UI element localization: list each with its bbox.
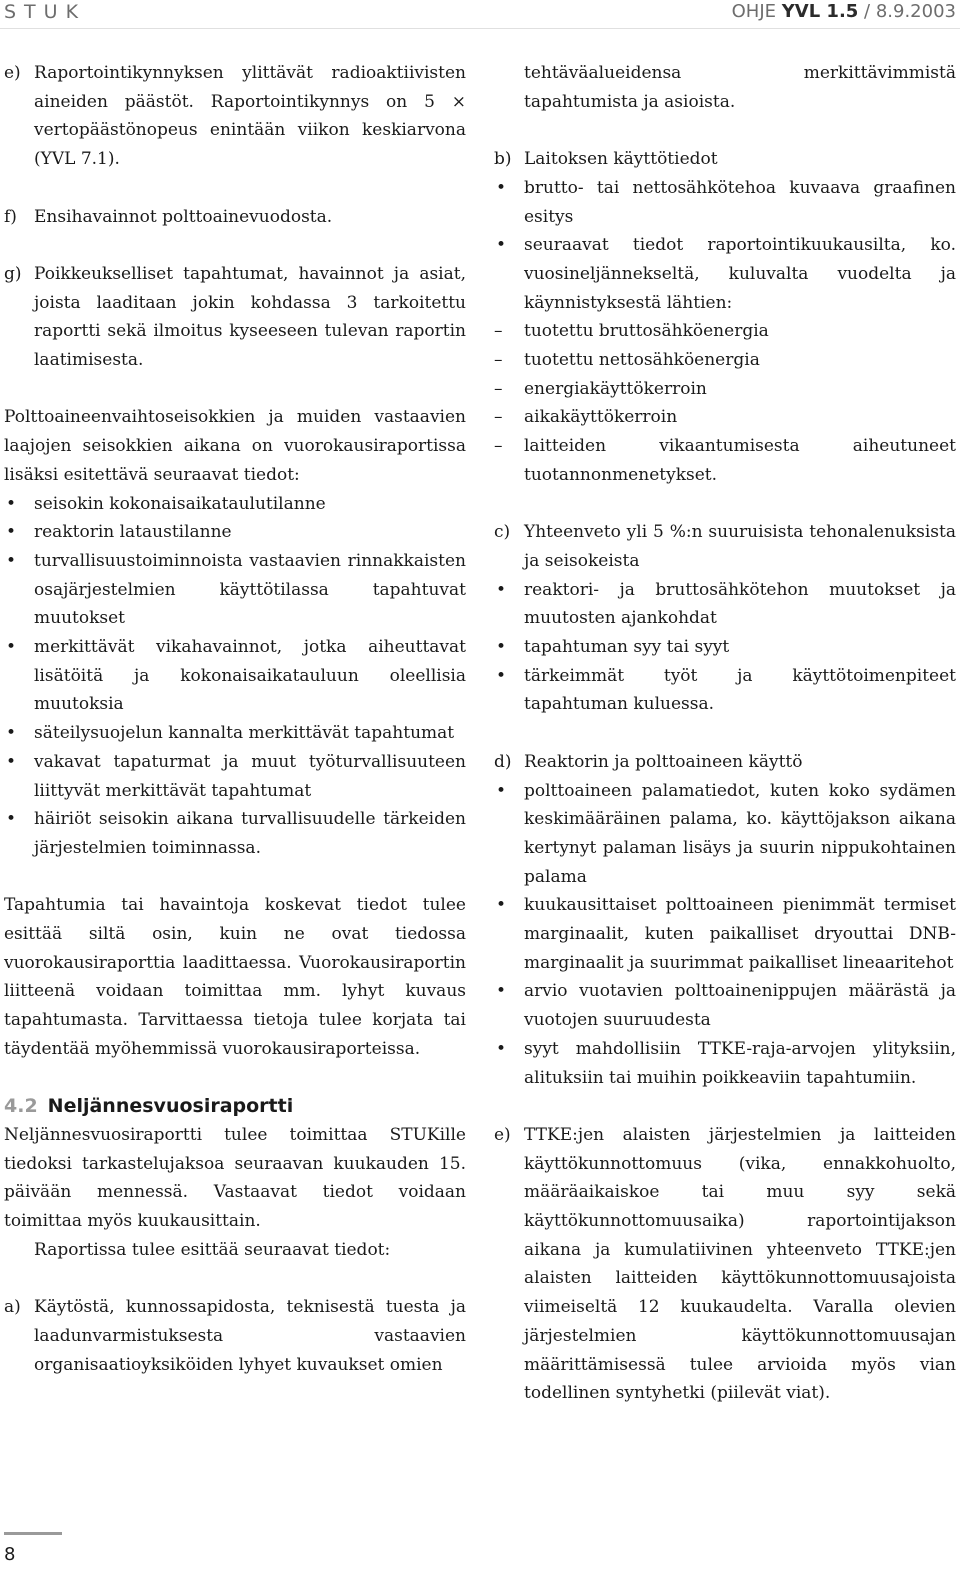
bullet-text: arvio vuotavien polttoainenippujen määrästä ja vuotojen suuruudesta	[524, 981, 956, 1031]
bullet-text: polttoaineen palamatiedot, kuten koko sydämen keskimääräinen palama, ko. käyttöjakson aikana kertynyt palaman lisäys ja suurin nippukohtainen palama	[524, 780, 956, 887]
list-label: b)	[494, 149, 512, 170]
list-title: Reaktorin ja polttoaineen käyttö	[524, 751, 803, 772]
bullet-text: brutto- tai nettosähkötehoa kuvaava graafinen esitys	[524, 177, 956, 227]
bullet-icon: •	[496, 637, 507, 658]
quarterly-paragraph: Neljännesvuosiraportti tulee toimittaa STUKille tiedoksi tarkastelujaksoa seuraavan kuukauden 15. päivään mennessä. Vastaavat tiedot voidaan toimittaa myös kuukausittain.	[4, 1124, 466, 1232]
bullet-text: tärkeimmät työt ja käyttötoimenpiteet tapahtuman kuluessa.	[524, 665, 956, 715]
bullet-item	[494, 231, 956, 317]
bullet-icon: •	[496, 235, 507, 256]
bullet-icon: •	[6, 493, 17, 514]
bullet-item	[4, 547, 466, 633]
bullet-text: syyt mahdollisiin TTKE-raja-arvojen ylityksiin, alituksiin tai muihin poikkeaviin tapahtumiin.	[524, 1038, 956, 1088]
list-label: e)	[4, 63, 21, 83]
bullet-icon: •	[496, 177, 507, 198]
dash-text: energiakäyttökerroin	[524, 378, 707, 399]
guide-prefix: OHJE	[731, 1, 782, 22]
bullet-text: merkittävät vikahavainnot, jotka aiheuttavat lisätöitä ja kokonaisaikatauluun oleellisia muutoksia	[34, 637, 466, 715]
list-item-a-continued	[494, 59, 956, 116]
list-label: g)	[4, 263, 22, 284]
dash-icon: –	[494, 407, 503, 428]
bullet-icon: •	[6, 522, 17, 543]
outage-paragraph: Polttoaineenvaihtoseisokkien ja muiden vastaavien laajojen seisokkien aikana on vuorokausiraportissa lisäksi esitettävä seuraavat tiedot:	[4, 407, 466, 485]
right-column	[494, 59, 956, 1408]
bullet-item	[4, 748, 466, 805]
list-text: TTKE:jen alaisten järjestelmien ja laitteiden käyttökunnottomuus (vika, ennakkohuolto, määräaikaiskoe tai muu syy sekä käyttökunnottomuusaika) raportointijakson aikana ja kumulatiivinen yhteenveto TTKE:jen alaisten laitteiden käyttökunnottomuusajoista viimeiseltä 12 kuukaudelta. Varalla olevien järjestelmien käyttökunnottomuusajan määrittämisessä tulee arvioida myös vian todellinen syntyhetki (piilevät viat).	[524, 1124, 956, 1404]
section-title: Neljännesvuosiraportti	[47, 1095, 294, 1118]
bullet-item	[4, 805, 466, 862]
bullet-text: reaktorin lataustilanne	[34, 522, 232, 543]
list-label: f)	[4, 206, 17, 227]
bullet-item	[494, 891, 956, 977]
bullet-text: tapahtuman syy tai syyt	[524, 637, 730, 658]
bullet-text: seisokin kokonaisaikataulutilanne	[34, 493, 326, 514]
bullet-item	[494, 1035, 956, 1092]
bullet-text: reaktori- ja bruttosähkötehon muutokset ja muutosten ajankohdat	[524, 579, 956, 629]
section-heading	[4, 1092, 466, 1121]
report-intro-paragraph: Raportissa tulee esittää seuraavat tiedot:	[34, 1239, 391, 1260]
dash-icon: –	[494, 378, 503, 399]
list-text: tehtäväalueidensa merkittävimmistä tapahtumista ja asioista.	[524, 63, 956, 112]
guide-reference	[732, 0, 956, 24]
list-text: Ensihavainnot polttoainevuodosta.	[34, 206, 333, 227]
list-text: Raportointikynnyksen ylittävät radioaktiivisten aineiden päästöt. Raportointikynnys on 5 × vertopäästönopeus enintään viikon keskiarvona (YVL 7.1).	[34, 63, 466, 170]
list-item-g	[4, 260, 466, 375]
list-item-c	[494, 518, 956, 575]
guide-date: / 8.9.2003	[858, 1, 956, 22]
bullet-item	[494, 174, 956, 231]
bullet-icon: •	[6, 723, 17, 744]
list-label: d)	[494, 751, 512, 772]
header-rule	[0, 28, 960, 29]
bullet-icon: •	[6, 637, 17, 658]
bullet-item	[494, 633, 956, 662]
bullet-text: seuraavat tiedot raportointikuukausilta, ko. vuosineljännekseltä, kuluvalta vuodelta ja käynnistyksestä lähtien:	[524, 235, 956, 313]
dash-item	[494, 403, 956, 432]
list-item-e-right	[494, 1121, 956, 1408]
page-number: 8	[4, 1544, 16, 1565]
dash-icon: –	[494, 321, 503, 342]
bullet-item	[494, 662, 956, 719]
list-label: e)	[494, 1124, 511, 1145]
bullet-icon: •	[496, 579, 507, 600]
dash-icon: –	[494, 350, 503, 371]
list-text: Poikkeukselliset tapahtumat, havainnot ja asiat, joista laaditaan jokin kohdassa 3 tarkoitettu raportti sekä ilmoitus kyseeseen tulevan raportin laatimisesta.	[34, 263, 466, 370]
dash-text: aikakäyttökerroin	[524, 407, 678, 428]
bullet-icon: •	[6, 809, 17, 830]
bullet-item	[4, 633, 466, 719]
bullet-text: kuukausittaiset polttoaineen pienimmät termiset marginaalit, kuten paikalliset dryouttai DNB-marginaalit ja suurimmat paikalliset lineaaritehot	[524, 895, 956, 973]
bullet-icon: •	[496, 665, 507, 686]
bullet-text: turvallisuustoiminnoista vastaavien rinnakkaisten osajärjestelmien käyttötilassa tapahtuvat muutokset	[34, 550, 466, 629]
list-item-b	[494, 145, 956, 174]
list-label: a)	[4, 1297, 21, 1318]
dash-item	[494, 346, 956, 375]
dash-text: tuotettu nettosähköenergia	[524, 350, 760, 371]
bullet-item	[4, 518, 466, 547]
bullet-icon: •	[6, 751, 17, 772]
dash-text: tuotettu bruttosähköenergia	[524, 321, 769, 342]
footer-rule	[4, 1532, 62, 1535]
section-number: 4.2	[4, 1095, 38, 1118]
left-column	[4, 59, 466, 1379]
dash-icon: –	[494, 436, 503, 457]
list-title: Laitoksen käyttötiedot	[524, 149, 718, 170]
bullet-item	[4, 490, 466, 519]
list-label: c)	[494, 522, 511, 543]
bullet-item	[494, 977, 956, 1034]
dash-text: laitteiden vikaantumisesta aiheutuneet tuotannonmenetykset.	[524, 436, 956, 485]
bullet-item	[494, 576, 956, 633]
bullet-text: häiriöt seisokin aikana turvallisuudelle tärkeiden järjestelmien toiminnassa.	[34, 809, 466, 858]
guide-code: YVL 1.5	[781, 1, 859, 22]
events-paragraph: Tapahtumia tai havaintoja koskevat tiedot tulee esittää siltä osin, kuin ne ovat tiedossa vuorokausiraporttia laadittaessa. Vuorokausiraportin liitteenä voidaan toimittaa mm. lyhyt kuvaus tapahtumasta. Tarvittaessa tietoja tulee korjata tai täydentää myöhemmissä vuorokausiraporteissa.	[4, 895, 466, 1059]
dash-item	[494, 375, 956, 404]
bullet-text: vakavat tapaturmat ja muut työturvallisuuteen liittyvät merkittävät tapahtumat	[34, 751, 466, 801]
bullet-item	[4, 719, 466, 748]
bullet-item	[494, 777, 956, 892]
organization-name: STUK	[4, 1, 87, 23]
list-item-f	[4, 203, 466, 232]
bullet-icon: •	[496, 981, 507, 1002]
bullet-icon: •	[496, 780, 507, 801]
bullet-text: säteilysuojelun kannalta merkittävät tapahtumat	[34, 723, 455, 744]
list-item-a	[4, 1293, 466, 1379]
bullet-icon: •	[496, 1038, 507, 1059]
list-item-d	[494, 748, 956, 777]
bullet-icon: •	[6, 550, 17, 571]
dash-item	[494, 432, 956, 489]
list-item-e	[4, 59, 466, 174]
dash-item	[494, 317, 956, 346]
list-text: Käytöstä, kunnossapidosta, teknisestä tuesta ja laadunvarmistuksesta vastaavien organisaatioyksiköiden lyhyet kuvaukset omien	[34, 1297, 466, 1375]
bullet-icon: •	[496, 895, 507, 916]
list-title: Yhteenveto yli 5 %:n suuruisista tehonalenuksista ja seisokeista	[524, 522, 956, 571]
